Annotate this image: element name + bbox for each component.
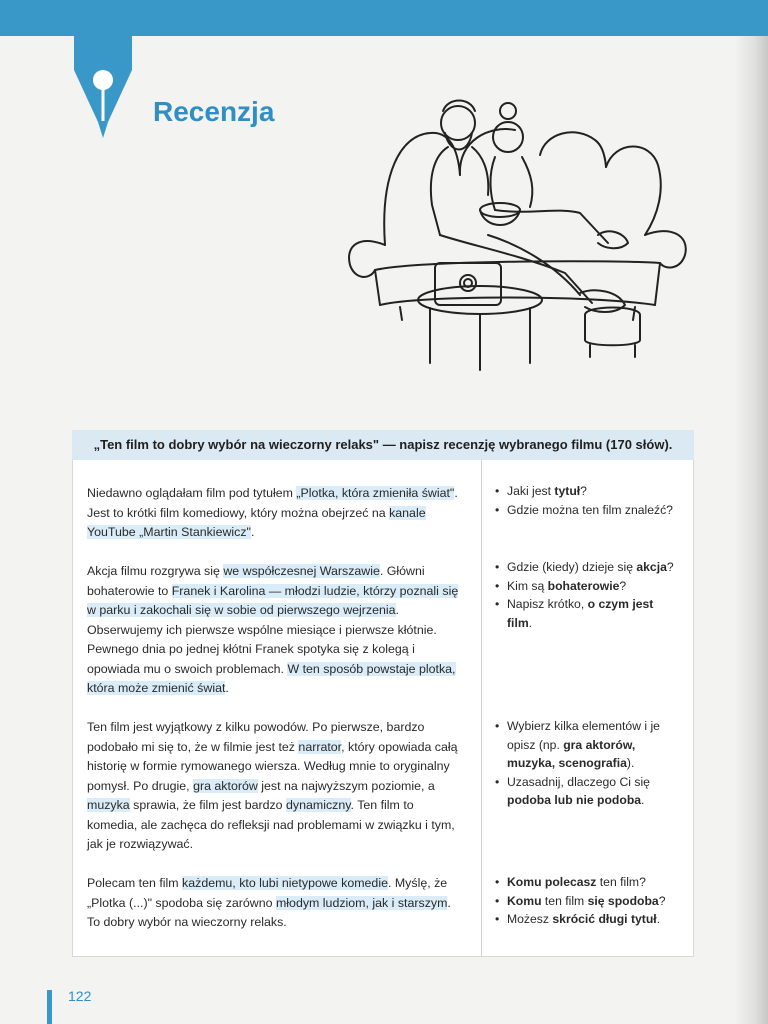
couple-on-sofa-illustration	[340, 95, 690, 375]
hint-keyword: skrócić długi tytuł	[552, 912, 657, 926]
review-paragraph-recommendation	[87, 874, 467, 933]
text-run: . Jest to krótki film komediowy, który można obejrzeć na	[87, 486, 458, 520]
text-run: Polecam ten film	[87, 876, 183, 890]
page-number-bar	[47, 990, 52, 1024]
review-paragraph-plot	[87, 562, 467, 699]
hint-item	[493, 910, 681, 929]
hint-item	[493, 717, 681, 773]
hint-text: ?	[666, 560, 674, 574]
hint-text: ?	[658, 893, 666, 908]
text-run: .	[225, 681, 229, 695]
highlighted-phrase: „Plotka, która zmieniła świat"	[296, 486, 455, 500]
hint-text: Jaki jest	[507, 484, 555, 498]
hint-text: ?	[580, 484, 587, 498]
review-paragraph-opinion	[87, 718, 467, 855]
text-run: . Ten film to komedia, ale zachęca do refleksji nad problemami w związku i tym, jak je rozwiązywać.	[87, 798, 455, 851]
text-run: Ten film jest wyjątkowy z kilku powodów. Po pierwsze, bardzo podobało mi się to, że w filmie jest też	[87, 720, 425, 754]
hint-item	[493, 558, 681, 577]
hint-item	[493, 501, 681, 520]
hint-text: Gdzie (kiedy) dzieje się	[507, 560, 637, 574]
hint-item	[493, 773, 681, 810]
hint-list-opinion	[493, 717, 681, 810]
review-panel	[72, 460, 694, 957]
hint-text: .	[656, 912, 661, 926]
text-run: Niedawno oglądałam film pod tytułem	[87, 486, 297, 500]
hint-text: .	[641, 793, 645, 807]
highlighted-phrase: narrator	[298, 739, 342, 754]
highlighted-phrase: gra aktorów	[193, 778, 258, 793]
hint-keyword: gra aktorów, muzyka, scenografia	[507, 737, 636, 770]
hint-text: ten film	[541, 893, 588, 908]
highlighted-phrase: młodym ludziom, jak i starszym	[275, 895, 448, 910]
highlighted-phrase: muzyka	[87, 798, 130, 812]
hint-text: ?	[619, 578, 627, 593]
page-curl-shadow	[734, 36, 768, 1024]
hint-keyword: Komu polecasz	[507, 875, 597, 889]
hint-text: Kim są	[507, 578, 548, 593]
text-run: jest na najwyższym poziomie, a	[257, 778, 435, 793]
text-run: . Myślę, że „Plotka (...)" spodoba się zarówno	[87, 876, 448, 910]
hint-item	[493, 577, 681, 596]
fountain-pen-nib-icon	[72, 30, 134, 138]
highlighted-phrase: W ten sposób powstaje plotka, która może zmienić świat	[87, 661, 456, 695]
hint-text: .	[528, 615, 533, 630]
highlighted-phrase: kanale YouTube „Martin Stankiewicz"	[87, 505, 426, 539]
text-run: Akcja filmu rozgrywa się	[87, 564, 224, 578]
highlighted-phrase: we współczesnej Warszawie	[223, 564, 380, 578]
hint-item	[493, 873, 681, 892]
hint-text: ten film?	[596, 875, 646, 889]
hint-text: Napisz krótko,	[507, 597, 588, 611]
hint-list-recommendation	[493, 873, 681, 929]
hint-item	[493, 482, 681, 501]
highlighted-phrase: dynamiczny	[286, 798, 351, 812]
highlighted-phrase: każdemu, kto lubi nietypowe komedie	[182, 876, 388, 890]
highlighted-phrase: Franek i Karolina — młodzi ludzie, którzy poznali się w parku i zakochali się w sobie od pierwszego wejrzenia	[87, 583, 459, 617]
task-instruction: „Ten film to dobry wybór na wieczorny relaks" — napisz recenzję wybranego filmu (170 słów).	[72, 430, 694, 460]
hint-keyword: akcja	[636, 560, 667, 574]
hint-text: ).	[626, 756, 635, 770]
text-run: . Obserwujemy ich pierwsze wspólne miesiące i pierwsze kłótnie. Pewnego dnia po jednej kłótni Franek spotyka się z kolegą i opowiada mu o swoich problemach.	[87, 603, 437, 676]
column-divider	[481, 460, 482, 956]
hint-keyword: się spodoba	[587, 893, 659, 908]
review-paragraph-intro	[87, 484, 467, 543]
hint-keyword: Komu	[507, 893, 542, 908]
hint-item	[493, 595, 681, 632]
hint-keyword: podoba lub nie podoba	[507, 793, 642, 807]
text-run: sprawia, że film jest bardzo	[129, 798, 287, 812]
hint-keyword: tytuł	[554, 484, 581, 498]
text-run: . Główni bohaterowie to	[87, 564, 425, 598]
hint-text: Uzasadnij, dlaczego Ci się	[507, 774, 650, 789]
hint-keyword: o czym jest film	[507, 597, 654, 630]
hint-keyword: bohaterowie	[547, 578, 620, 593]
hint-list-plot	[493, 558, 681, 632]
page-title: Recenzja	[153, 96, 275, 127]
page-number: 122	[68, 988, 92, 1004]
hint-text: Gdzie można ten film znaleźć?	[507, 502, 673, 517]
hint-text: Wybierz kilka elementów i je opisz (np.	[507, 719, 660, 752]
text-run: . To dobry wybór na wieczorny relaks.	[87, 895, 451, 929]
text-run: , który opowiada całą historię w formie rymowanego wiersza. Według mnie to oryginalny pomysł. Po drugie,	[87, 739, 458, 793]
hint-item	[493, 892, 681, 911]
hint-text: Możesz	[507, 912, 553, 926]
text-run: .	[250, 525, 255, 539]
hint-list-title	[493, 482, 681, 519]
